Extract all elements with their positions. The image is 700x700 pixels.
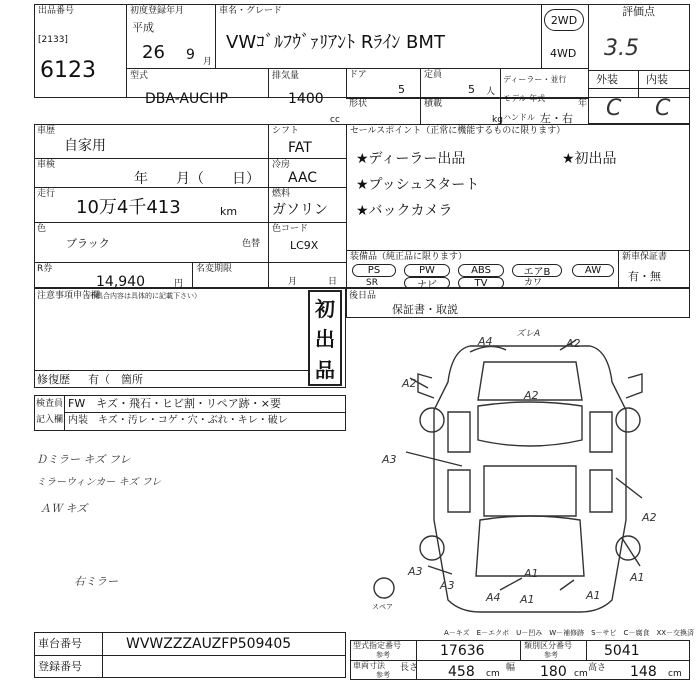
- damage-mark: A3: [382, 453, 397, 466]
- equip-abs: ABS: [458, 264, 504, 277]
- handle-label: ハンドル: [503, 113, 535, 122]
- equip-navi: ナビ: [404, 277, 450, 289]
- reg-year: 26: [142, 42, 165, 63]
- hand-note-2: ミラーウィンカー キズ フレ: [36, 477, 162, 488]
- dealer-label: ディーラー・並行: [503, 75, 567, 84]
- exterior-grade: C: [606, 96, 622, 121]
- chassis-value: WVWZZZAUZFP509405: [126, 636, 292, 652]
- selling-point-item: ★ディーラー出品: [356, 151, 466, 167]
- length-value: 458: [448, 664, 475, 680]
- equip-tv: TV: [458, 277, 504, 289]
- car-name-label: 車名・グレード: [219, 6, 283, 16]
- model-label: 型式: [130, 71, 149, 81]
- repair-label: 修復歴: [37, 373, 70, 386]
- inspection-label: 車検: [37, 160, 56, 170]
- name-change-day: 日: [328, 277, 338, 287]
- recycle-label: R券: [37, 264, 53, 274]
- type-no-ref: 参考: [376, 651, 390, 659]
- equip-aw: AW: [572, 264, 614, 277]
- color-code-label: 色コード: [272, 224, 309, 234]
- repair-value: 有（ 箇所: [88, 373, 143, 386]
- handle-value: 左・右: [540, 112, 573, 125]
- inspector-label-2: 記入欄: [36, 415, 64, 425]
- damage-mark: A1: [520, 593, 535, 606]
- damage-mark: A3: [408, 565, 423, 578]
- after-label: 後日品: [349, 291, 377, 301]
- doors-label: ドア: [349, 70, 367, 80]
- model-value: DBA-AUCHP: [145, 91, 228, 107]
- damage-mark: A2: [642, 511, 657, 524]
- ac-label: 冷房: [272, 160, 291, 170]
- equip-ps: PS: [352, 264, 396, 277]
- car-name: VWｺﾞﾙﾌｳﾞｧﾘｱﾝﾄ Rﾗｲﾝ BMT: [226, 32, 445, 53]
- selling-point-item: ★初出品: [562, 151, 617, 167]
- type-no-value: 17636: [440, 643, 485, 659]
- capacity-unit: 人: [486, 87, 496, 97]
- color-value: ブラック: [66, 237, 110, 250]
- class-no-ref: 参考: [544, 651, 558, 659]
- dims-ref: 参考: [376, 671, 390, 679]
- capacity-label: 定員: [424, 70, 443, 80]
- color-code-value: LC9X: [290, 239, 319, 252]
- mileage-value: 10万4千413: [76, 197, 181, 218]
- selling-points-label: セールスポイント（正常に機能するものに限ります）: [350, 126, 566, 136]
- equip-airbag: エアB: [512, 264, 562, 277]
- equip-sr: SR: [366, 278, 378, 288]
- use-value: 自家用: [64, 138, 106, 154]
- model-year-label: モデル 年式: [503, 94, 546, 103]
- damage-mark: A4: [478, 335, 493, 348]
- drive-2wd-circled: 2WD: [544, 9, 584, 31]
- shift-value: FAT: [288, 140, 312, 156]
- after-value: 保証書・取説: [392, 303, 458, 316]
- damage-mark: A3: [440, 579, 455, 592]
- load-unit: kg: [492, 115, 503, 125]
- ac-value: AAC: [288, 170, 318, 186]
- notes-sub-label: （不具合内容は具体的に記載下さい）: [82, 292, 201, 300]
- hand-note-1: Ｄミラー キズ フレ: [36, 453, 131, 466]
- warranty-value: 有・無: [628, 270, 661, 283]
- recycle-value: 14,940: [96, 274, 145, 290]
- notes-label: 注意事項申告欄: [37, 291, 101, 301]
- drive-4wd: 4WD: [550, 47, 577, 60]
- damage-mark: A1: [524, 567, 539, 580]
- lot-code: [2133]: [38, 35, 68, 45]
- type-no-label: 型式指定番号: [353, 641, 401, 650]
- inspector-row-interior: 内装 キズ・汚レ・コゲ・穴・ぶれ・キレ・破レ: [68, 415, 288, 426]
- damage-mark: A4: [486, 591, 501, 604]
- era: 平成: [132, 21, 154, 34]
- name-change-month: 月: [288, 277, 298, 287]
- height-value: 148: [630, 664, 657, 680]
- damage-mark: A2: [566, 337, 581, 350]
- lot-label: 出品番号: [38, 6, 75, 16]
- new-warranty-label: 新車保証書: [622, 252, 668, 262]
- equipment-label: 装備品（純正品に限ります）: [350, 252, 468, 262]
- damage-mark: A2: [524, 389, 539, 402]
- class-no-label: 類別区分番号: [524, 641, 572, 650]
- interior-label: 内装: [646, 73, 668, 86]
- shape-label: 形状: [349, 99, 368, 109]
- spare-label: スペア: [372, 603, 393, 611]
- recycle-unit: 円: [174, 279, 184, 289]
- score-value: 3.5: [604, 36, 639, 61]
- capacity-value: 5: [468, 83, 475, 96]
- fuel-label: 燃料: [272, 189, 291, 199]
- hand-note-4: 右ミラー: [74, 575, 118, 588]
- mileage-unit: km: [220, 205, 238, 218]
- fuel-value: ガソリン: [272, 202, 328, 218]
- displacement-value: 1400: [288, 91, 324, 107]
- class-no-value: 5041: [604, 643, 640, 659]
- length-unit: cm: [486, 669, 500, 679]
- width-value: 180: [540, 664, 567, 680]
- doors-value: 5: [398, 83, 405, 96]
- name-change-label: 名変期限: [196, 264, 233, 274]
- damage-mark: A2: [402, 377, 417, 390]
- damage-mark: A1: [586, 589, 601, 602]
- displacement-label: 排気量: [272, 71, 300, 81]
- hand-note-3: ＡＷ キズ: [40, 502, 88, 515]
- equip-leather: カワ: [524, 278, 543, 288]
- mileage-label: 走行: [37, 189, 56, 199]
- chassis-label: 車台番号: [38, 637, 82, 650]
- length-label: 長さ: [400, 663, 419, 673]
- selling-point-item: ★バックカメラ: [356, 203, 453, 219]
- dims-label: 車両寸法: [353, 661, 385, 670]
- width-label: 幅: [506, 663, 516, 673]
- height-unit: cm: [668, 669, 682, 679]
- score-label: 評価点: [622, 5, 655, 18]
- first-listing-stamp: 初 出 品: [308, 290, 342, 386]
- shift-label: シフト: [272, 126, 300, 136]
- reg-number-label: 登録番号: [38, 660, 82, 673]
- use-label: 車歴: [37, 126, 56, 136]
- damage-legend: A－キズ E－エクボ U－凹み W－補修跡 S－サビ C－腐食 XX－交換済: [444, 629, 695, 637]
- damage-mark: ズレA: [516, 329, 541, 339]
- lot-number: 6123: [40, 58, 96, 83]
- selling-point-item: ★プッシュスタート: [356, 177, 480, 193]
- equip-pw: PW: [404, 264, 450, 277]
- inspector-label: 検査員: [36, 399, 64, 409]
- inspector-row-exterior: FW キズ・飛石・ヒビ割・リペア跡・×要: [68, 397, 281, 410]
- first-reg-label: 初度登録年月: [130, 6, 185, 16]
- width-unit: cm: [574, 669, 588, 679]
- interior-grade: C: [655, 96, 671, 121]
- repaint-label: 色替: [242, 239, 261, 249]
- load-label: 積載: [424, 99, 443, 109]
- color-label: 色: [37, 224, 47, 234]
- model-year-unit: 年: [578, 99, 588, 109]
- reg-month: 9: [186, 47, 195, 63]
- month-unit: 月: [203, 57, 213, 67]
- inspection-value: 年 月（ 日）: [134, 171, 260, 187]
- exterior-label: 外装: [596, 73, 618, 86]
- displacement-unit: cc: [330, 115, 340, 125]
- damage-mark: A1: [630, 571, 645, 584]
- height-label: 高さ: [588, 663, 607, 673]
